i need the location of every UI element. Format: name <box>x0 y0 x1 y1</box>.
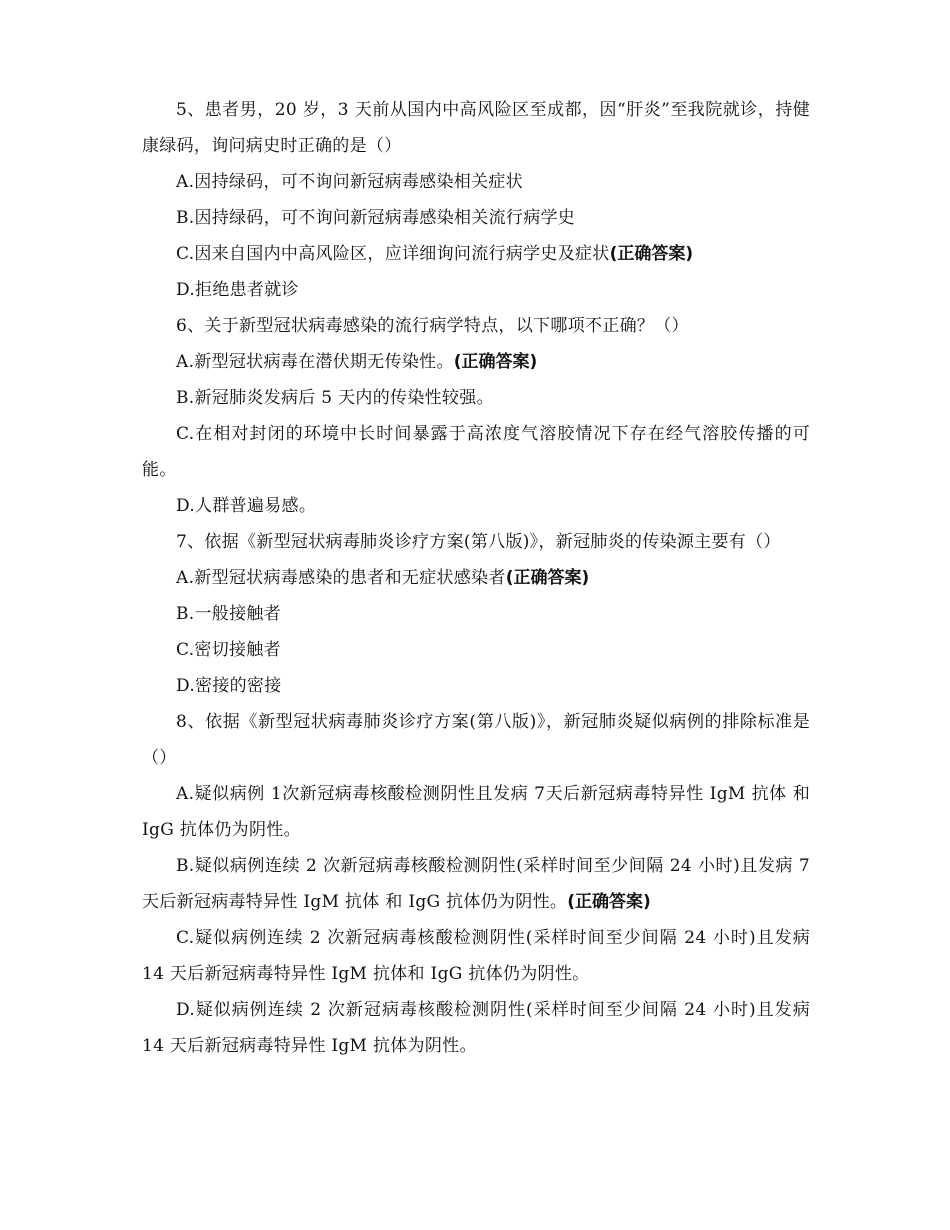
question-7-stem: 7、依据《新型冠状病毒肺炎诊疗方案(第八版)》，新冠肺炎的传染源主要有（） <box>176 532 781 552</box>
question-6-option-a <box>142 344 810 380</box>
question-7-option-d: D.密接的密接 <box>176 676 282 696</box>
question-7-option-c: C.密切接触者 <box>176 640 281 660</box>
question-7-option-b: B.一般接触者 <box>176 604 281 624</box>
question-5-option-d: D.拒绝患者就诊 <box>176 280 299 300</box>
question-8-option-a: A.疑似病例 1次新冠病毒核酸检测阴性且发病 7天后新冠病毒特异性 IgM 抗体 和 IgG 抗体仍为阴性。 <box>142 784 810 840</box>
correct-answer-mark: (正确答案) <box>567 892 651 912</box>
question-6-option-d: D.人群普遍易感。 <box>176 496 317 516</box>
correct-answer-mark: (正确答案) <box>609 244 694 264</box>
question-7-option-a <box>142 560 810 596</box>
question-5-option-a: A.因持绿码，可不询问新冠病毒感染相关症状 <box>176 172 523 192</box>
question-6-option-c: C.在相对封闭的环境中长时间暴露于高浓度气溶胶情况下存在经气溶胶传播的可能。 <box>142 424 810 480</box>
question-5-stem: 5、患者男，20 岁，3 天前从国内中高风险区至成都，因“肝炎”至我院就诊，持健康绿码，询问病史时正确的是（） <box>142 100 810 156</box>
question-8-option-d: D.疑似病例连续 2 次新冠病毒核酸检测阴性(采样时间至少间隔 24 小时)且发病 14 天后新冠病毒特异性 IgM 抗体为阴性。 <box>142 1000 810 1056</box>
option-text: A.新型冠状病毒在潜伏期无传染性。 <box>176 352 454 372</box>
correct-answer-mark: (正确答案) <box>453 352 538 372</box>
question-5-option-c <box>142 236 810 272</box>
question-5-option-b: B.因持绿码，可不询问新冠病毒感染相关流行病学史 <box>176 208 576 228</box>
question-8-option-c: C.疑似病例连续 2 次新冠病毒核酸检测阴性(采样时间至少间隔 24 小时)且发病 14 天后新冠病毒特异性 IgM 抗体和 IgG 抗体仍为阴性。 <box>142 928 810 984</box>
option-text: C.因来自国内中高风险区，应详细询问流行病学史及症状 <box>176 244 610 264</box>
correct-answer-mark: (正确答案) <box>505 568 590 588</box>
option-text: B.疑似病例连续 2 次新冠病毒核酸检测阴性(采样时间至少间隔 24 小时)且发病 7 天后新冠病毒特异性 IgM 抗体 和 IgG 抗体仍为阴性。 <box>142 856 810 912</box>
page-content <box>142 92 810 1064</box>
question-6-option-b: B.新冠肺炎发病后 5 天内的传染性较强。 <box>176 388 494 408</box>
option-text: A.新型冠状病毒感染的患者和无症状感染者 <box>176 568 506 588</box>
question-8-option-b <box>142 848 810 920</box>
question-6-stem: 6、关于新型冠状病毒感染的流行病学特点，以下哪项不正确？（） <box>176 316 689 336</box>
question-8-stem: 8、依据《新型冠状病毒肺炎诊疗方案(第八版)》，新冠肺炎疑似病例的排除标准是（） <box>142 712 810 768</box>
